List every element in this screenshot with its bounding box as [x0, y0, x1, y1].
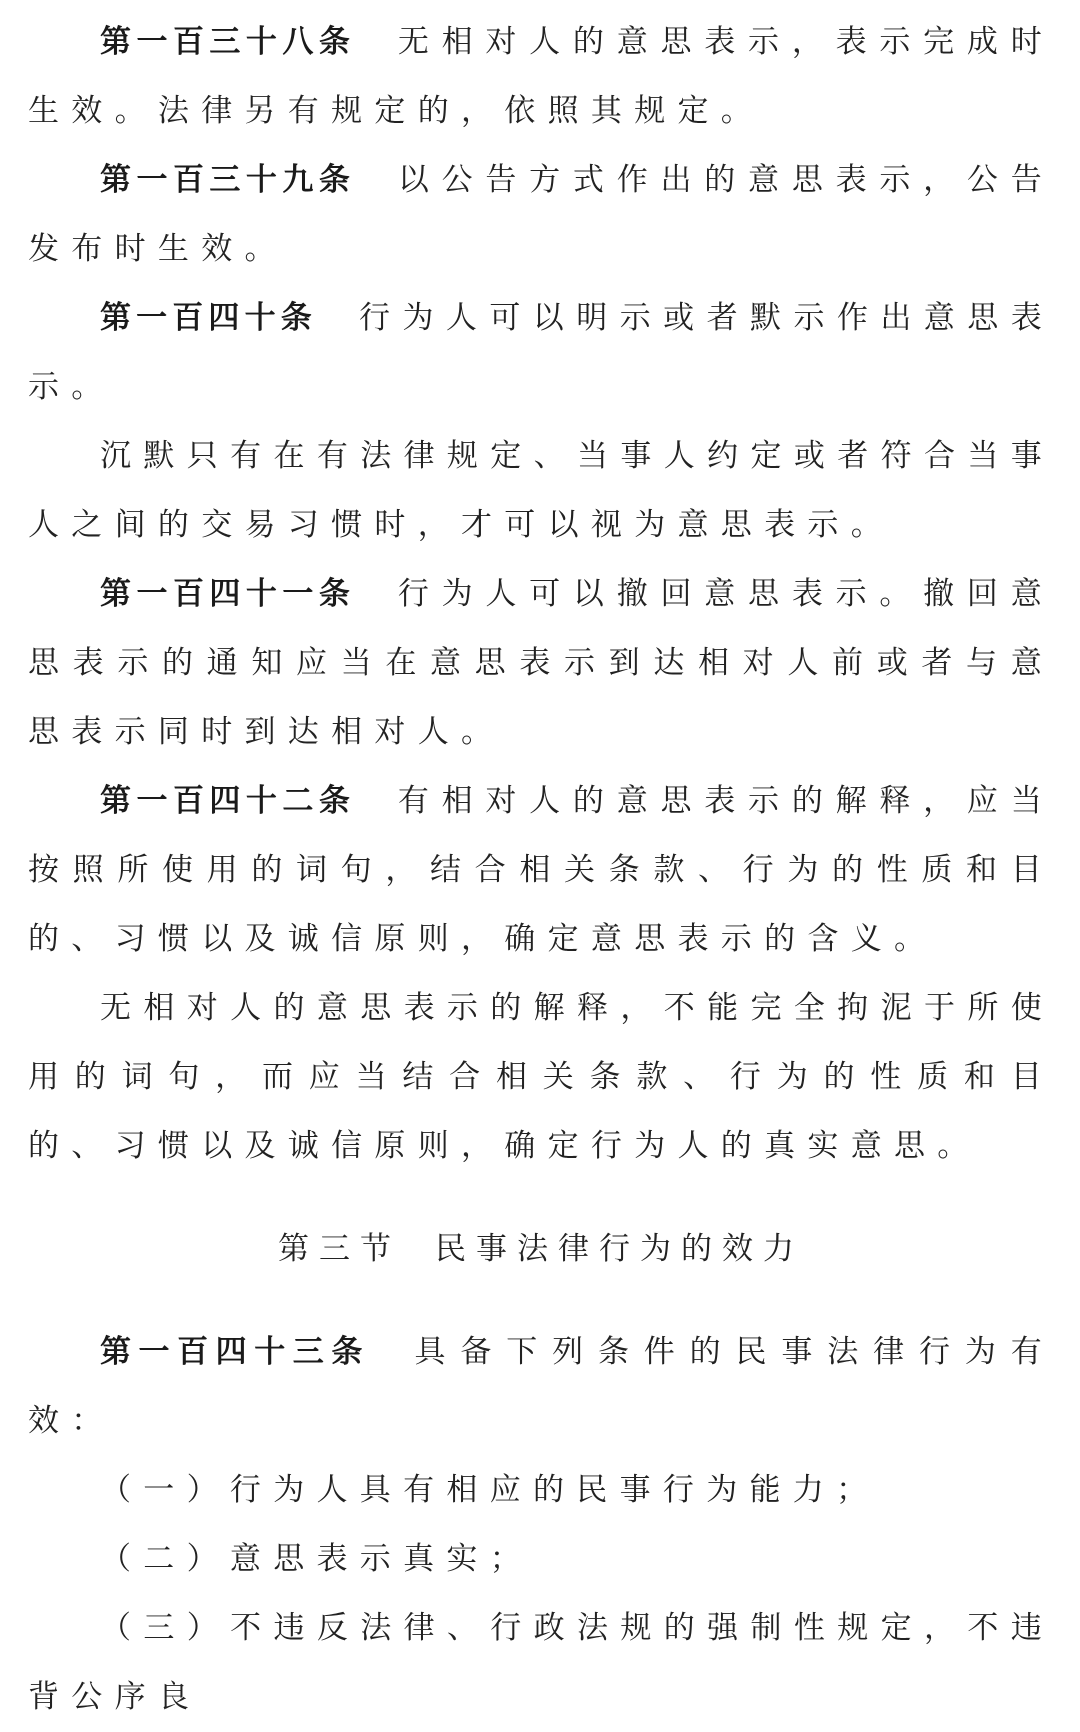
article-141: [28, 560, 1054, 767]
article-140: [28, 284, 1054, 422]
article-text: 行为人可以撤回意思表示。撤回意思表示的通知应当在意思表示到达相对人前或者与意思表示同时到达相对人。: [28, 576, 1055, 750]
article-text: 以公告方式作出的意思表示，公告发布时生效。: [28, 162, 1055, 267]
list-item: （二）意思表示真实；: [100, 1541, 533, 1577]
section-title: 民事法律行为的效力: [435, 1231, 804, 1267]
article-text: 无相对人的意思表示，表示完成时生效。法律另有规定的，依照其规定。: [28, 24, 1055, 129]
section-number: 第三节: [278, 1231, 401, 1267]
article-text: 行为人可以明示或者默示作出意思表示。: [28, 300, 1054, 405]
list-item: （三）不违反法律、行政法规的强制性规定，不违背公序良: [28, 1610, 1054, 1715]
article-138: [28, 8, 1054, 146]
article-text: 具备下列条件的民事法律行为有效：: [28, 1334, 1055, 1439]
article-142: [28, 767, 1054, 974]
article-title: 第一百三十九条: [100, 162, 356, 198]
document-body: [28, 8, 1054, 1732]
article-title: 第一百三十八条: [100, 24, 356, 60]
article-142-paragraph-2: 无相对人的意思表示的解释，不能完全拘泥于所使用的词句，而应当结合相关条款、行为的性质和目的、习惯以及诚信原则，确定行为人的真实意思。: [28, 990, 1054, 1164]
article-title: 第一百四十条: [100, 300, 317, 336]
section-heading: [28, 1215, 1054, 1284]
list-item: （一）行为人具有相应的民事行为能力；: [100, 1472, 880, 1508]
article-title: 第一百四十三条: [100, 1334, 370, 1370]
article-text: 有相对人的意思表示的解释，应当按照所使用的词句，结合相关条款、行为的性质和目的、习惯以及诚信原则，确定意思表示的含义。: [28, 783, 1055, 957]
article-140-paragraph-2: 沉默只有在有法律规定、当事人约定或者符合当事人之间的交易习惯时，才可以视为意思表示。: [28, 438, 1054, 543]
article-title: 第一百四十一条: [100, 576, 356, 612]
article-139: [28, 146, 1054, 284]
article-title: 第一百四十二条: [100, 783, 356, 819]
article-143: [28, 1318, 1054, 1456]
